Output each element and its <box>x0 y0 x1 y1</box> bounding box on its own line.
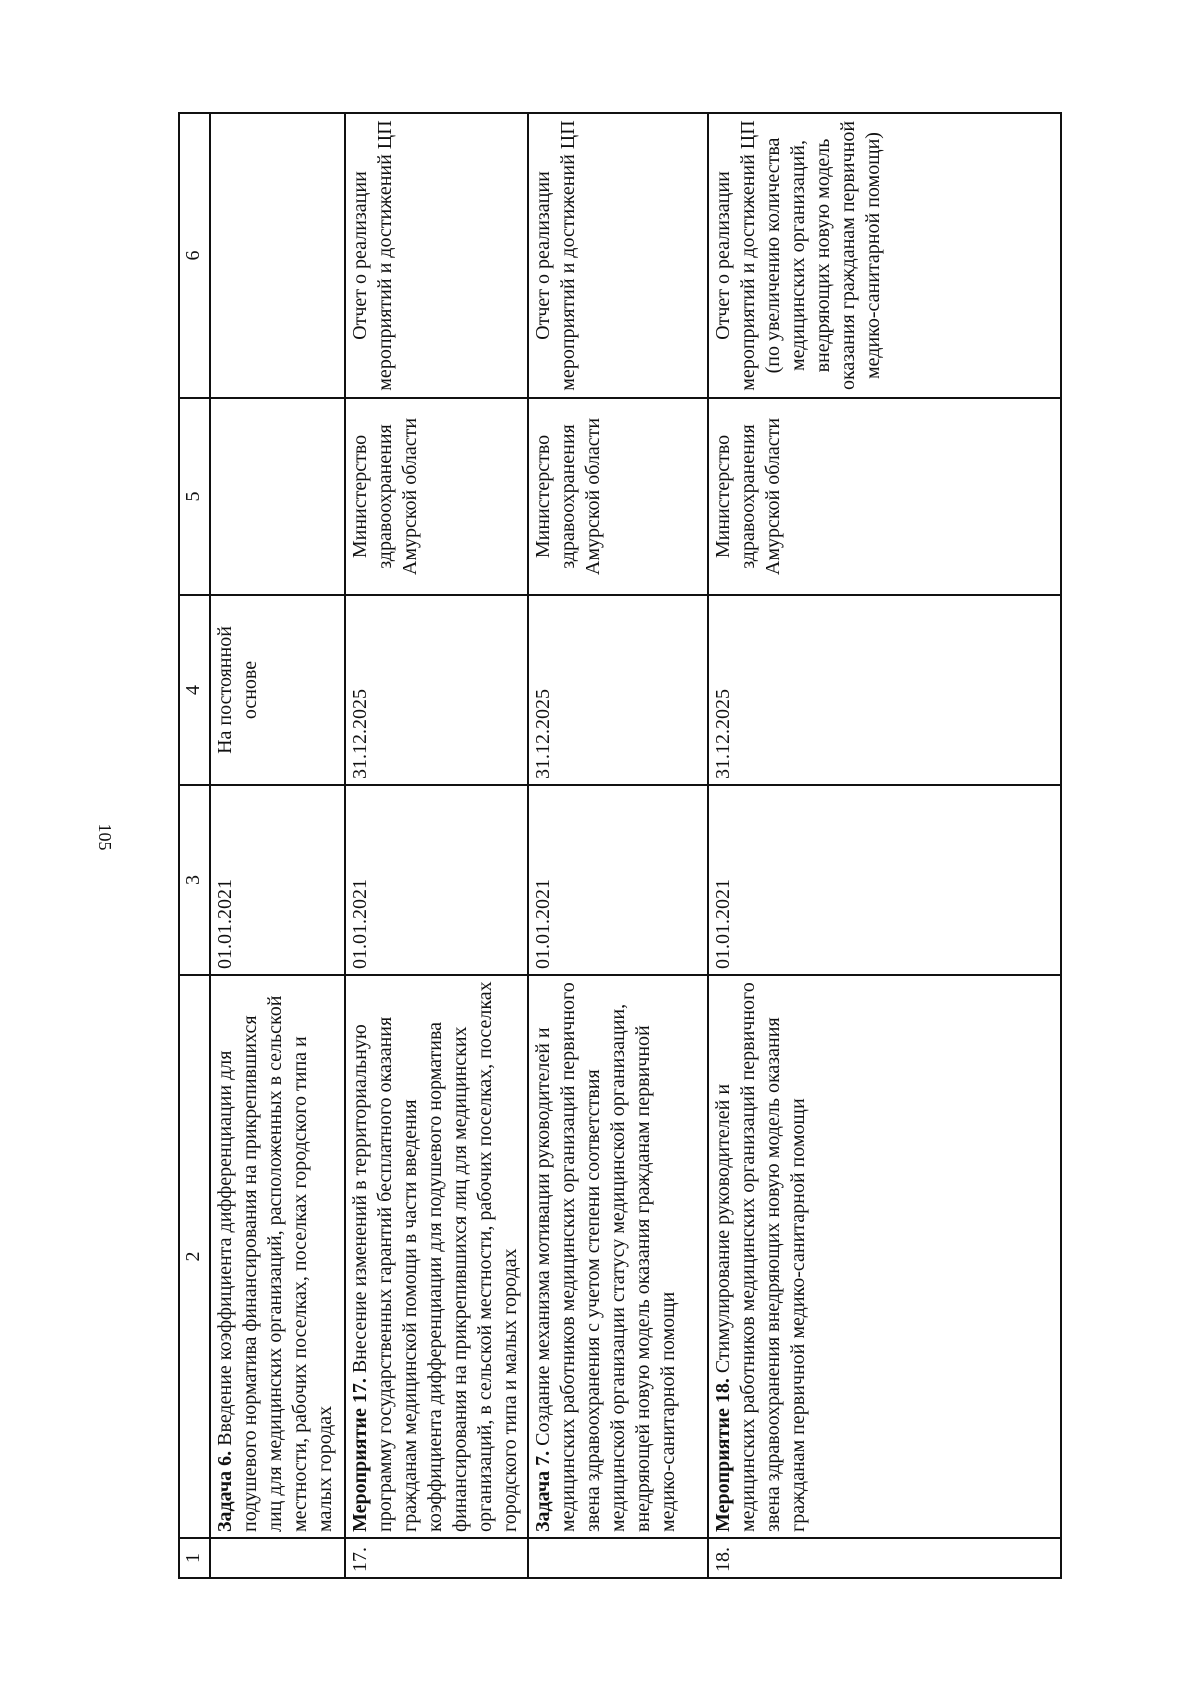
page-number: 105 <box>95 823 115 851</box>
row-result <box>210 113 345 398</box>
row-responsible: Министерство здравоохранения Амурской области <box>345 398 528 595</box>
row-end-date: 31.12.2025 <box>345 595 528 785</box>
row-title-bold: Мероприятие 18. <box>712 1378 734 1532</box>
row-result: Отчет о реализации мероприятий и достижений ЦП <box>528 113 708 398</box>
header-cell-5: 5 <box>179 398 210 595</box>
row-number: 18. <box>708 1538 1061 1578</box>
header-row <box>179 113 210 1578</box>
row-result: Отчет о реализации мероприятий и достижений ЦП (по увеличению количества медицинских организаций, внедряющих новую модель оказания гражданам первичной медико-санитарной помощи) <box>708 113 1061 398</box>
table-row <box>345 113 528 1578</box>
header-cell-1: 1 <box>179 1538 210 1578</box>
header-cell-4: 4 <box>179 595 210 785</box>
row-title-text: Стимулирование руководителей и медицинских работников медицинских организаций первичного звена здравоохранения внедряющих новую модель оказания гражданам первичной медико-санитарной помощи <box>712 982 809 1532</box>
row-end-date: На постоянной основе <box>210 595 345 785</box>
row-responsible: Министерство здравоохранения Амурской области <box>708 398 1061 595</box>
row-number: 17. <box>345 1538 528 1578</box>
row-title-text: Внесение изменений в территориальную программу государственных гарантий бесплатного оказания гражданам медицинской помощи в части введения коэффициента дифференциации для подушевого норматива финансирования на прикрепившихся лиц для медицинских организаций, в сельской местности, рабочих поселках, поселках городского типа и малых городах <box>349 981 521 1532</box>
header-cell-2: 2 <box>179 975 210 1538</box>
table-row <box>210 113 345 1578</box>
row-end-date: 31.12.2025 <box>528 595 708 785</box>
row-title-text: Создание механизма мотивации руководителей и медицинских работников медицинских организаций первичного звена здравоохранения с учетом степени соответствия медицинской организации статусу медицинской организации, внедряющей новую модель оказания гражданам первичной медико-санитарной помощи <box>532 982 679 1532</box>
activities-table <box>178 112 1062 1579</box>
row-start-date: 01.01.2021 <box>528 785 708 975</box>
row-start-date: 01.01.2021 <box>345 785 528 975</box>
row-end-date: 31.12.2025 <box>708 595 1061 785</box>
table-row <box>528 113 708 1578</box>
row-description <box>528 975 708 1538</box>
row-description <box>345 975 528 1538</box>
rotated-table-container <box>178 114 1062 1579</box>
row-start-date: 01.01.2021 <box>708 785 1061 975</box>
row-title-bold: Задача 7. <box>532 1450 554 1532</box>
row-number <box>210 1538 345 1578</box>
row-responsible: Министерство здравоохранения Амурской области <box>528 398 708 595</box>
row-result: Отчет о реализации мероприятий и достижений ЦП <box>345 113 528 398</box>
row-description <box>708 975 1061 1538</box>
row-title-bold: Мероприятие 17. <box>349 1378 371 1532</box>
header-cell-3: 3 <box>179 785 210 975</box>
header-cell-6: 6 <box>179 113 210 398</box>
row-responsible <box>210 398 345 595</box>
row-number <box>528 1538 708 1578</box>
row-description <box>210 975 345 1538</box>
row-title-bold: Задача 6. <box>214 1450 236 1532</box>
table-row <box>708 113 1061 1578</box>
row-start-date: 01.01.2021 <box>210 785 345 975</box>
row-title-text: Введение коэффициента дифференциации для подушевого норматива финансирования на прикрепившихся лиц для медицинских организаций, расположенных в сельской местности, рабочих поселках, поселках городского типа и малых городах <box>214 995 336 1532</box>
